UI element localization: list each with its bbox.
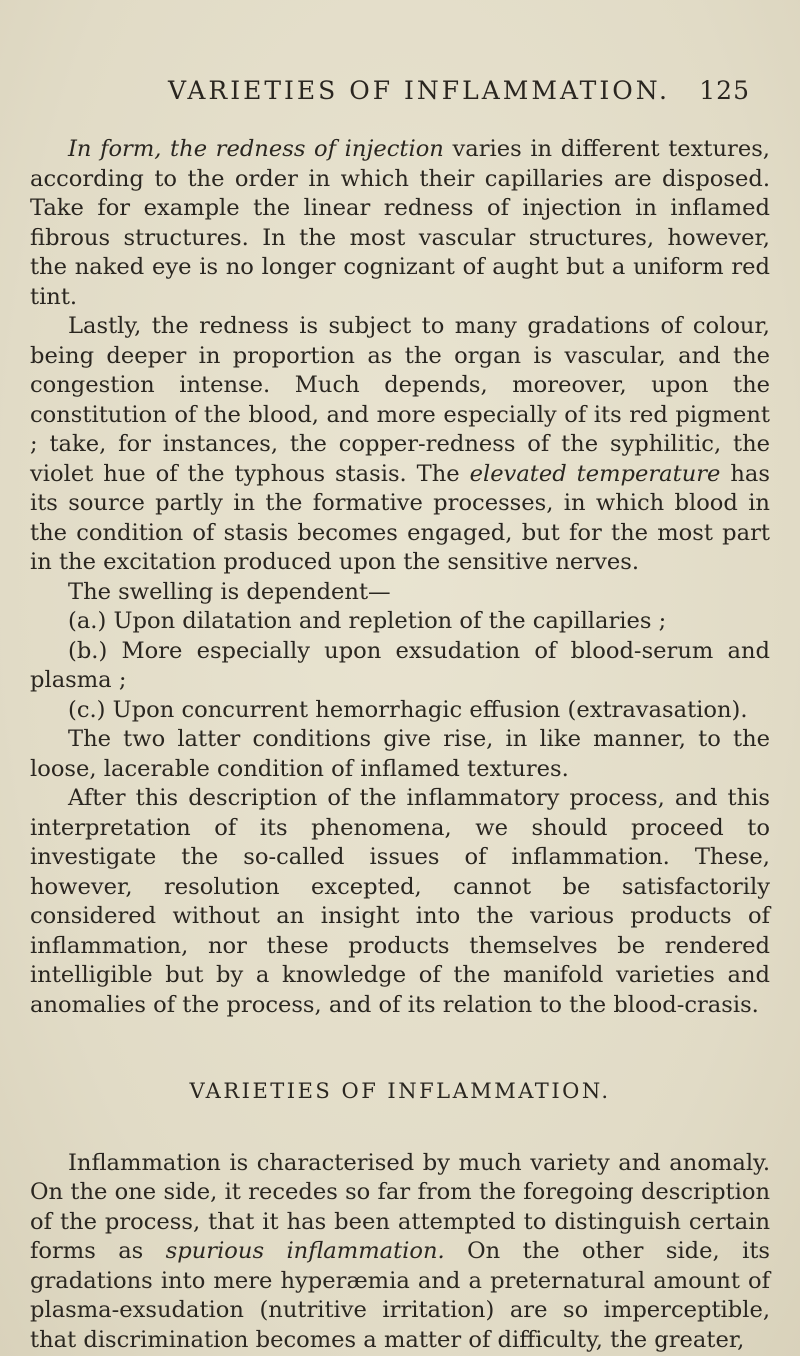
italic-lead: In form, the redness of injection bbox=[68, 136, 444, 162]
paragraph-text: Lastly, the redness is subject to many gradations of colour, being deeper in proportion as the organ is vascular, and the congestion intense. Much depends, moreover, upon the constitution of the blood, and more especially of its red pigment ; take, for instances, the copper-redness of the syphilitic, the violet hue of the typhous stasis. The bbox=[30, 313, 770, 487]
paragraph-text: On the other side, its gradations into mere hyperæmia and a preternatural amount of plasma-exsudation (nutritive irritation) are so imperceptible, that discrimination becomes a matter of difficulty, the greater, bbox=[30, 1238, 770, 1353]
paragraph-description-summary: After this description of the inflammatory process, and this interpretation of its phenomena, we should proceed to investigate the so-called issues of inflammation. These, however, resolution excepted, cannot be satisfactorily considered without an insight into the various products of inflammation, nor these products themselves be rendered intelligible but by a knowledge of the manifold varieties and anomalies of the process, and of its relation to the blood-crasis. bbox=[30, 785, 770, 1018]
running-head bbox=[60, 76, 750, 116]
page-number: 125 bbox=[699, 76, 750, 105]
italic-term: spurious inflammation. bbox=[165, 1238, 445, 1264]
paragraph-text: varies in different textures, according to the order in which their capillaries are disposed. Take for example the linear redness of injection in inflamed fibrous structures. In the most vascular structures, however, the naked eye is no longer cognizant of aught but a uniform red tint. bbox=[30, 136, 770, 310]
paragraph-redness-form bbox=[30, 135, 770, 312]
body-text bbox=[30, 135, 770, 1355]
list-item-b: (b.) More especially upon exsudation of blood-serum and plasma ; bbox=[30, 637, 770, 693]
paragraph-redness-gradations bbox=[30, 312, 770, 578]
list-item-a: (a.) Upon dilatation and repletion of the capillaries ; bbox=[68, 608, 667, 634]
paragraph-swelling: The swelling is dependent— bbox=[68, 578, 391, 605]
paragraph-latter-conditions: The two latter conditions give rise, in like manner, to the loose, lacerable condition of inflamed textures. bbox=[30, 726, 770, 782]
paragraph-varieties bbox=[30, 1149, 770, 1356]
section-heading: VARIETIES OF INFLAMMATION. bbox=[189, 1079, 611, 1103]
paragraph-text: has its source partly in the formative processes, in which blood in the condition of stasis becomes engaged, but for the most part in the excitation produced upon the sensitive nerves. bbox=[30, 460, 770, 575]
paragraph-text: Inflammation is characterised by much variety and anomaly. On the one side, it recedes so far from the foregoing description of the process, that it has been attempted to distinguish certain forms as bbox=[30, 1149, 770, 1264]
list-item-c: (c.) Upon concurrent hemorrhagic effusion (extravasation). bbox=[68, 696, 748, 723]
running-title: VARIETIES OF INFLAMMATION. bbox=[168, 76, 670, 105]
italic-term: elevated temperature bbox=[469, 460, 721, 487]
